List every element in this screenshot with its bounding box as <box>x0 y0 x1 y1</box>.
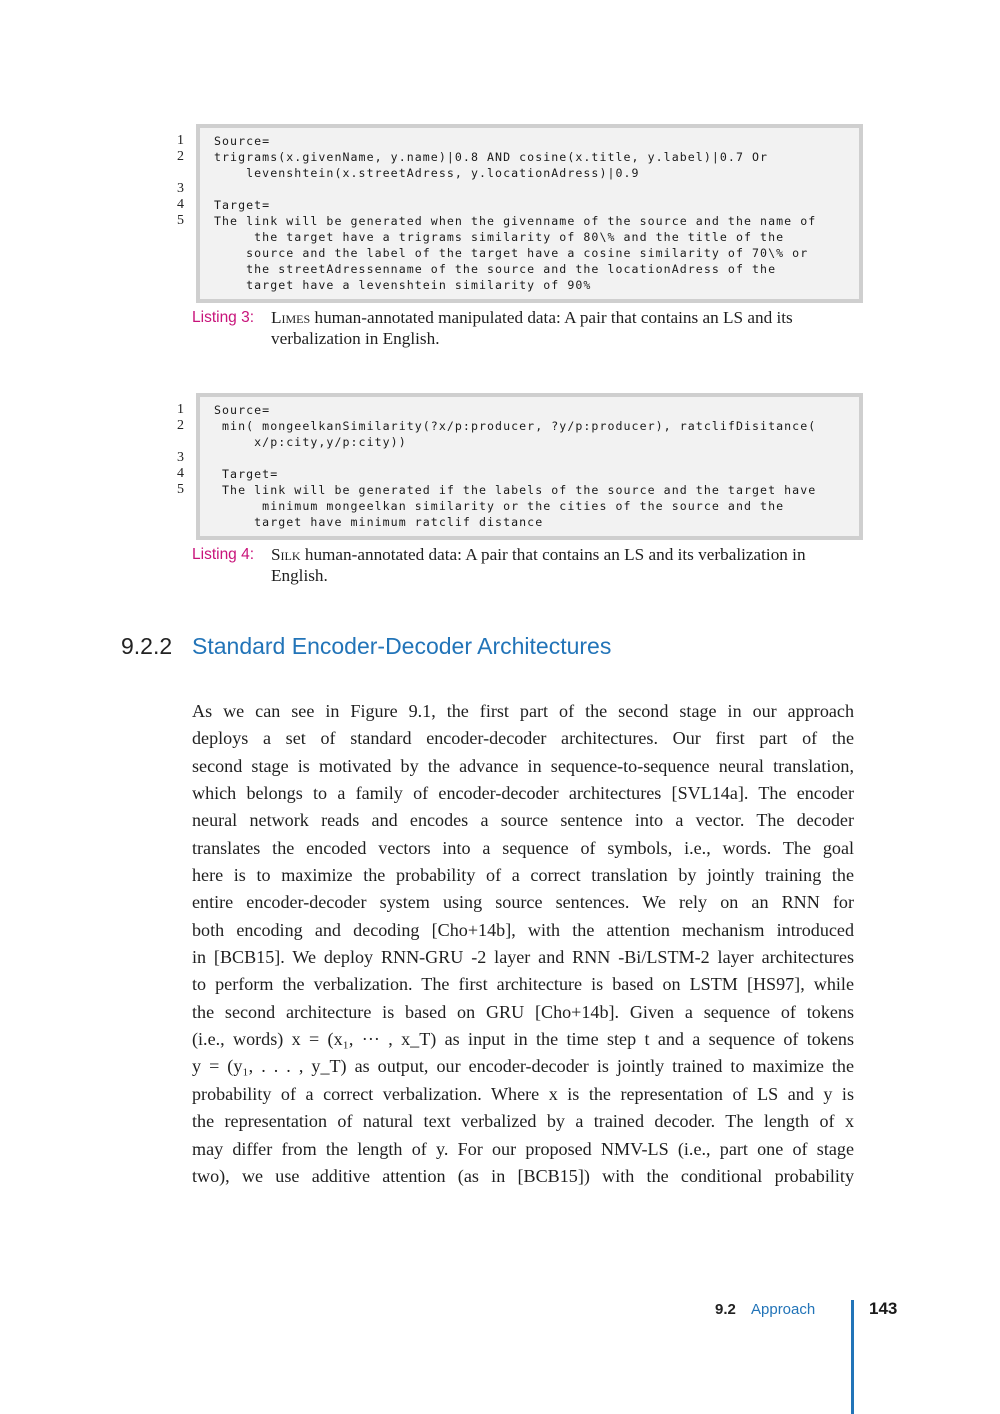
caption-text <box>271 544 857 586</box>
caption-line: human-annotated manipulated data: A pair that contains an LS and its <box>310 308 793 327</box>
paragraph-line: deploys a set of standard encoder-decoder architectures. Our first part of the <box>192 728 854 749</box>
section-number: 9.2.2 <box>121 633 173 659</box>
paragraph-line: here is to maximize the probability of a correct translation by jointly training the <box>192 865 854 886</box>
paragraph-line: translates the encoded vectors into a sequence of symbols, i.e., words. The goal <box>192 837 854 858</box>
line-number: 2 <box>177 149 184 164</box>
paragraph-line: y = (y₁, . . . , y_T) as output, our encoder-decoder is jointly trained to maximize the <box>192 1056 854 1077</box>
code-line: The link will be generated if the labels of the source and the target have <box>214 483 817 497</box>
caption-line: verbalization in English. <box>271 329 440 348</box>
line-number: 1 <box>177 402 184 417</box>
paragraph-line: (i.e., words) x = (x₁, ··· , x_T) as input in the time step t and a sequence of tokens <box>192 1029 854 1050</box>
paragraph-line: neural network reads and encodes a source sentence into a vector. The decoder <box>192 810 854 831</box>
paragraph-line: both encoding and decoding [Cho+14b], with the attention mechanism introduced <box>192 919 854 940</box>
code-block <box>196 124 863 303</box>
caption-line: human-annotated data: A pair that contains an LS and its verbalization in <box>300 545 806 564</box>
line-number: 3 <box>177 450 184 465</box>
paragraph-line: the representation of natural text verbalized by a trained decoder. The length of x <box>192 1111 854 1132</box>
code-block <box>196 393 863 540</box>
line-number: 1 <box>177 133 184 148</box>
footer-section-number: 9.2 <box>715 1301 736 1318</box>
listing-caption <box>192 544 857 588</box>
code-line: Target= <box>214 467 279 481</box>
code-line: The link will be generated when the givenname of the source and the name of <box>214 214 817 228</box>
line-number: 4 <box>177 197 184 212</box>
code-line: target have a levenshtein similarity of 90% <box>214 278 592 292</box>
footer-section-name: Approach <box>751 1301 816 1318</box>
code-line: levenshtein(x.streetAdress, y.locationAdress)|0.9 <box>214 166 640 180</box>
paragraph-line: may differ from the length of y. For our proposed NMV-LS (i.e., part one of stage <box>192 1138 854 1159</box>
code-line: min( mongeelkanSimilarity(?x/p:producer, ?y/p:producer), ratclifDisitance( <box>214 419 817 433</box>
line-number: 5 <box>177 213 184 228</box>
paragraph-line: second stage is motivated by the advance in sequence-to-sequence neural translation, <box>192 755 854 776</box>
footer-divider <box>851 1300 854 1414</box>
section-title: Standard Encoder-Decoder Architectures <box>192 633 612 659</box>
code-line: Source= <box>214 134 271 148</box>
paragraph-line: in [BCB15]. We deploy RNN-GRU -2 layer and RNN -Bi/LSTM-2 layer architectures <box>192 947 854 968</box>
paragraph-line: entire encoder-decoder system using source sentences. We rely on an RNN for <box>192 892 854 913</box>
page-number: 143 <box>869 1299 898 1318</box>
paragraph-line: to perform the verbalization. The first architecture is based on LSTM [HS97], while <box>192 974 854 995</box>
code-line: target have minimum ratclif distance <box>214 515 544 529</box>
code-line: Target= <box>214 198 271 212</box>
caption-line: English. <box>271 566 328 585</box>
code-line: the streetAdressenname of the source and the locationAdress of the <box>214 262 777 276</box>
listing-caption <box>192 307 857 351</box>
caption-tool-name: Silk <box>271 545 301 564</box>
caption-text <box>271 307 857 349</box>
line-number: 3 <box>177 181 184 196</box>
code-line: trigrams(x.givenName, y.name)|0.8 AND cosine(x.title, y.label)|0.7 Or <box>214 150 769 164</box>
body-paragraph <box>192 698 854 1190</box>
code-line: Source= <box>214 403 271 417</box>
code-line: source and the label of the target have a cosine similarity of 70\% or <box>214 246 809 260</box>
code-line: x/p:city,y/p:city)) <box>214 435 407 449</box>
line-number: 5 <box>177 482 184 497</box>
code-line: the target have a trigrams similarity of 80\% and the title of the <box>214 230 785 244</box>
code-line: minimum mongeelkan similarity or the cities of the source and the <box>214 499 785 513</box>
caption-label: Listing 3: <box>192 309 255 326</box>
caption-label: Listing 4: <box>192 546 255 563</box>
caption-tool-name: Limes <box>271 308 311 327</box>
paragraph-line: the second architecture is based on GRU [Cho+14b]. Given a sequence of tokens <box>192 1001 854 1022</box>
paragraph-line: which belongs to a family of encoder-decoder architectures [SVL14a]. The encoder <box>192 783 854 804</box>
line-number: 2 <box>177 418 184 433</box>
paragraph-line: two), we use additive attention (as in [BCB15]) with the conditional probability <box>192 1165 854 1186</box>
paragraph-line: probability of a correct verbalization. Where x is the representation of LS and y is <box>192 1083 854 1104</box>
line-number: 4 <box>177 466 184 481</box>
paragraph-line: As we can see in Figure 9.1, the first part of the second stage in our approach <box>192 701 854 721</box>
